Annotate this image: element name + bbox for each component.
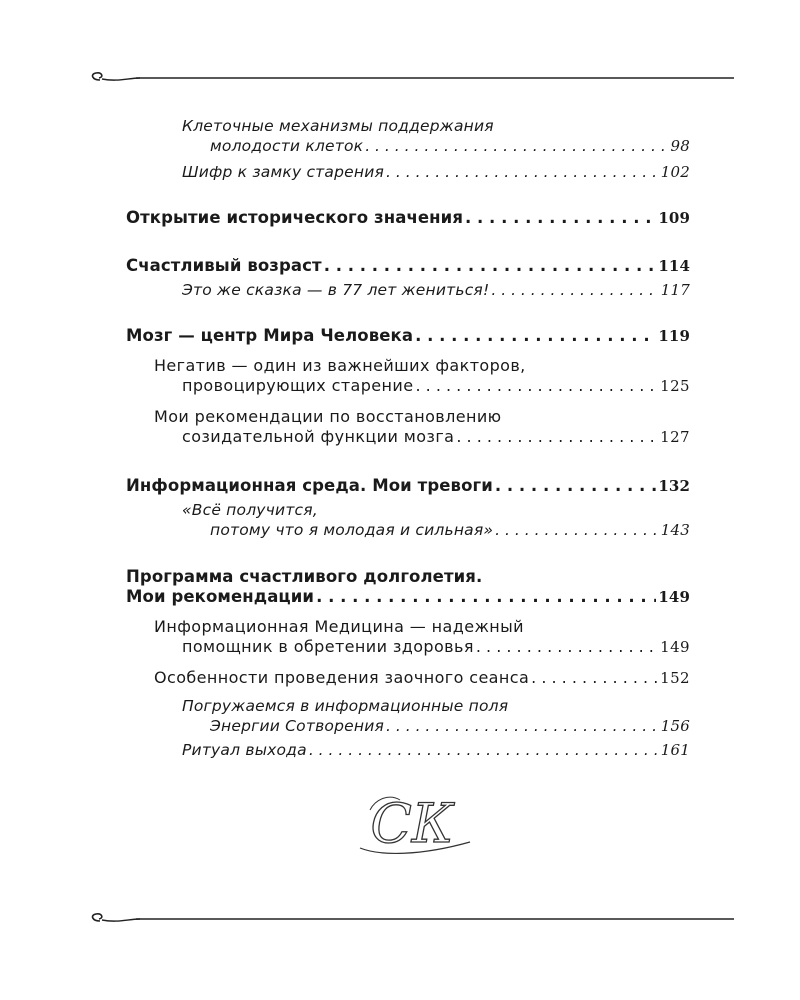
toc-entry-title-line: Энергии Сотворения (210, 717, 385, 735)
toc-page-number: 149 (658, 588, 690, 606)
toc-page-number: 152 (660, 669, 690, 687)
leader-dots (415, 376, 658, 396)
leader-dots (456, 427, 658, 447)
toc-entry-title-line: Клеточные механизмы поддержания (182, 117, 494, 135)
toc-page-number: 127 (660, 428, 690, 446)
toc-entry-title-line: Программа счастливого долголетия. (126, 567, 483, 586)
bottom-ornament-rule (88, 909, 734, 929)
toc-entry[interactable] (126, 356, 690, 396)
toc-entry[interactable] (126, 326, 690, 346)
leader-dots (316, 587, 656, 607)
toc-page-number: 156 (660, 717, 690, 735)
toc-page-number: 161 (660, 741, 690, 759)
toc-entry-title-line: Негатив — один из важнейших факторов, (154, 356, 526, 375)
toc-entry-title-line: Информационная Медицина — надежный (154, 617, 524, 636)
leader-dots (386, 716, 659, 736)
toc-entry[interactable] (126, 740, 690, 760)
toc-page-number: 102 (660, 163, 690, 181)
leader-dots (465, 208, 656, 228)
toc-entry-title-line: Мои рекомендации по восстановлению (154, 407, 502, 426)
leader-dots (415, 326, 656, 346)
leader-dots (365, 136, 668, 156)
top-ornament-rule (88, 68, 734, 88)
toc-entry-title-line: Счастливый возраст (126, 256, 322, 275)
toc-page-number: 143 (660, 521, 690, 539)
toc-entry[interactable] (126, 567, 690, 607)
leader-dots (495, 476, 656, 496)
toc-entry-title-line: Особенности проведения заочного сеанса (154, 668, 530, 687)
toc-entry-title-line: «Всё получится, (182, 501, 318, 519)
logo-monogram: СК (370, 792, 454, 855)
leader-dots (476, 637, 658, 657)
toc-entry-title-line: помощник в обретении здоровья (182, 637, 474, 656)
toc-entry[interactable] (126, 162, 690, 182)
toc-page-number: 98 (670, 137, 690, 155)
toc-page-number: 109 (658, 209, 690, 227)
toc-page-number: 117 (660, 281, 690, 299)
toc-entry[interactable] (126, 256, 690, 276)
toc-entry[interactable] (126, 280, 690, 300)
toc-entry[interactable] (126, 668, 690, 688)
toc-entry-title-line: Шифр к замку старения (182, 163, 385, 181)
leader-dots (324, 256, 657, 276)
leader-dots (386, 162, 659, 182)
toc-entry-title-line: Ритуал выхода (182, 741, 307, 759)
toc-page-number: 132 (658, 477, 690, 495)
table-of-contents (126, 116, 690, 760)
toc-entry-title-line: Это же сказка — в 77 лет жениться! (182, 281, 490, 299)
toc-page-number: 114 (658, 257, 690, 275)
leader-dots (531, 668, 658, 688)
toc-entry[interactable] (126, 617, 690, 657)
toc-entry[interactable] (126, 500, 690, 540)
publisher-logo (350, 790, 480, 860)
toc-entry-title-line: Мои рекомендации (126, 587, 315, 606)
toc-entry-title-line: созидательной функции мозга (182, 427, 455, 446)
toc-entry-title-line: Мозг — центр Мира Человека (126, 326, 414, 345)
toc-entry[interactable] (126, 696, 690, 736)
toc-page-number: 119 (658, 327, 690, 345)
toc-entry[interactable] (126, 116, 690, 156)
toc-entry[interactable] (126, 208, 690, 228)
toc-entry-title-line: Погружаемся в информационные поля (182, 697, 509, 715)
toc-page-number: 149 (660, 638, 690, 656)
toc-entry-title-line: молодости клеток (210, 137, 364, 155)
toc-entry-title-line: потому что я молодая и сильная» (210, 521, 494, 539)
toc-entry[interactable] (126, 407, 690, 447)
toc-entry-title-line: Открытие исторического значения (126, 208, 464, 227)
toc-entry-title-line: Информационная среда. Мои тревоги (126, 476, 493, 495)
leader-dots (495, 520, 659, 540)
toc-entry[interactable] (126, 476, 690, 496)
toc-entry-title-line: провоцирующих старение (182, 376, 414, 395)
leader-dots (491, 280, 658, 300)
leader-dots (309, 740, 659, 760)
toc-page-number: 125 (660, 377, 690, 395)
